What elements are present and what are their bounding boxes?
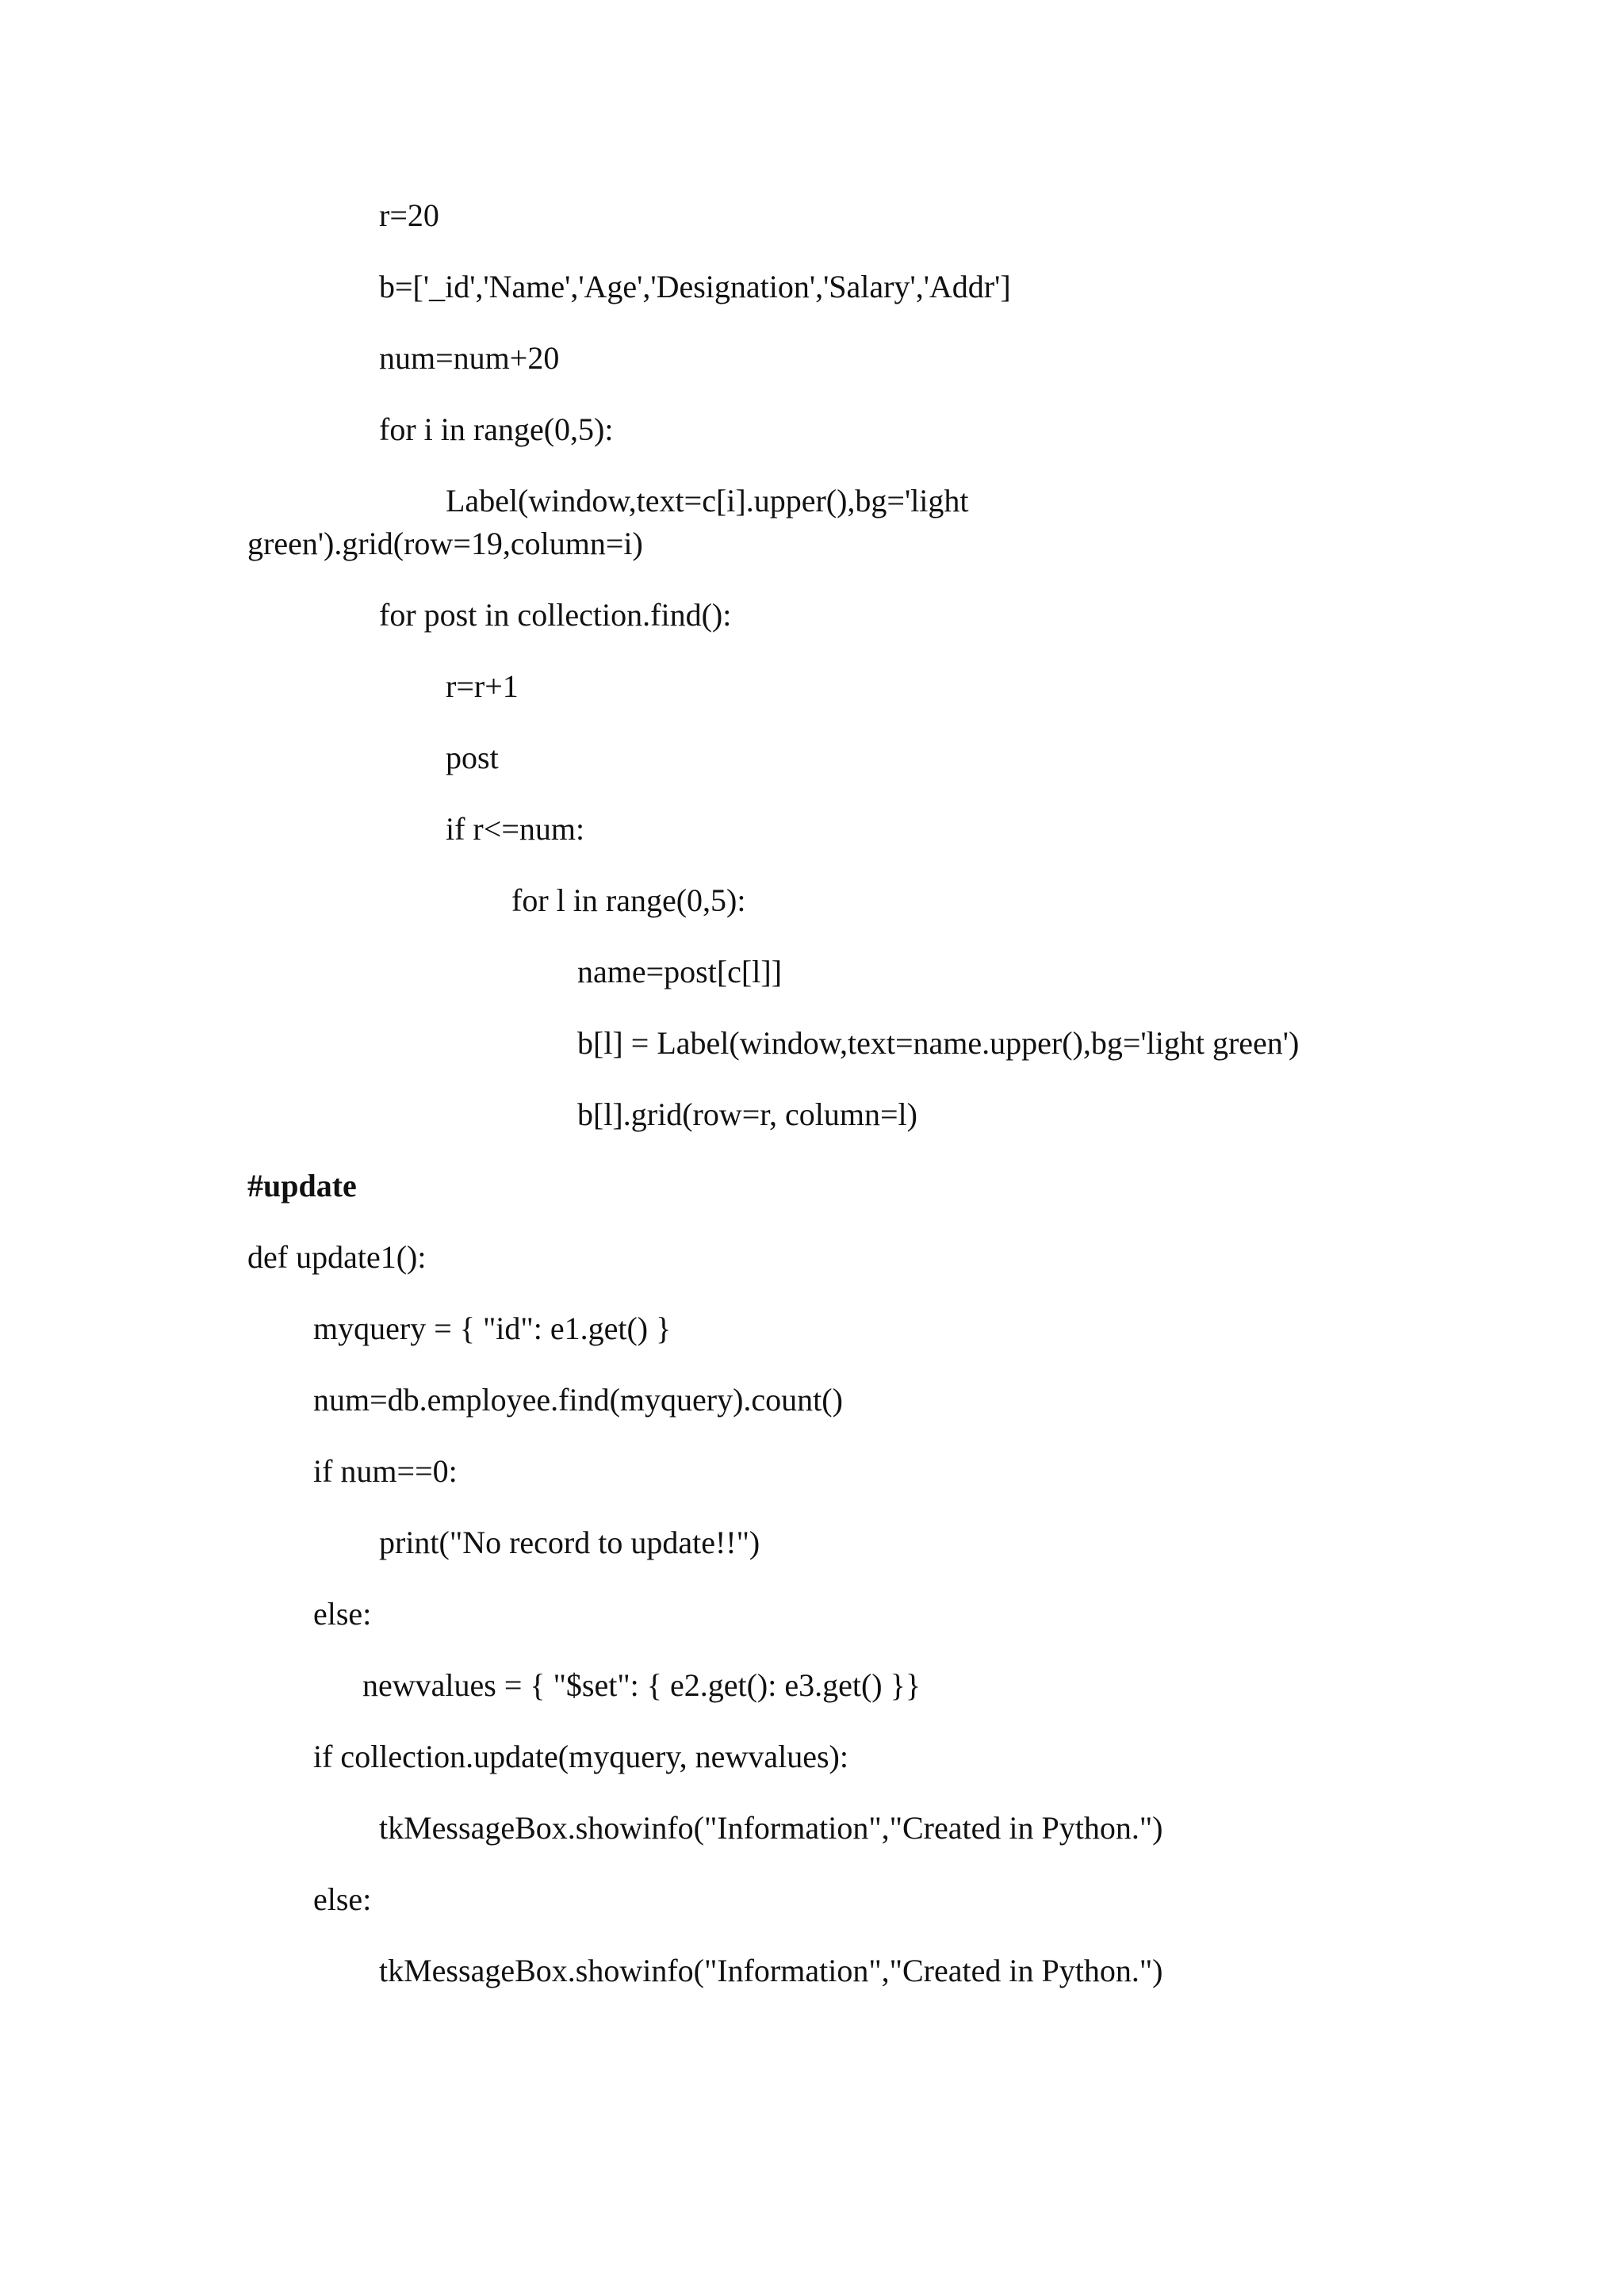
code-line: def update1(): (247, 1239, 427, 1275)
code-line: post (446, 740, 499, 775)
code-line: else: (313, 1881, 372, 1917)
code-line: myquery = { "id": e1.get() } (313, 1311, 672, 1346)
code-line: b=['_id','Name','Age','Designation','Salary','Addr'] (379, 269, 1011, 304)
code-line: green').grid(row=19,column=i) (247, 526, 643, 561)
code-line: tkMessageBox.showinfo("Information","Created in Python.") (379, 1810, 1163, 1846)
code-line: print("No record to update!!") (379, 1525, 760, 1560)
code-line: newvalues = { "$set": { e2.get(): e3.get() }} (362, 1667, 921, 1703)
code-line: else: (313, 1596, 372, 1632)
code-line: if r<=num: (446, 811, 585, 847)
code-line: b[l] = Label(window,text=name.upper(),bg='light green') (577, 1025, 1300, 1061)
code-line: name=post[c[l]] (577, 954, 783, 989)
code-line: for l in range(0,5): (511, 882, 746, 918)
code-line: for i in range(0,5): (379, 411, 614, 447)
code-line: b[l].grid(row=r, column=l) (577, 1096, 917, 1132)
code-line: Label(window,text=c[i].upper(),bg='light (446, 483, 969, 519)
code-line: r=20 (379, 197, 439, 233)
section-comment: #update (247, 1168, 357, 1203)
code-line: for post in collection.find(): (379, 597, 732, 633)
code-line: num=db.employee.find(myquery).count() (313, 1382, 843, 1418)
code-line: r=r+1 (446, 668, 519, 704)
code-line: if num==0: (313, 1453, 458, 1489)
code-line: tkMessageBox.showinfo("Information","Created in Python.") (379, 1953, 1163, 1988)
code-line: num=num+20 (379, 340, 560, 376)
code-line: if collection.update(myquery, newvalues): (313, 1739, 848, 1774)
